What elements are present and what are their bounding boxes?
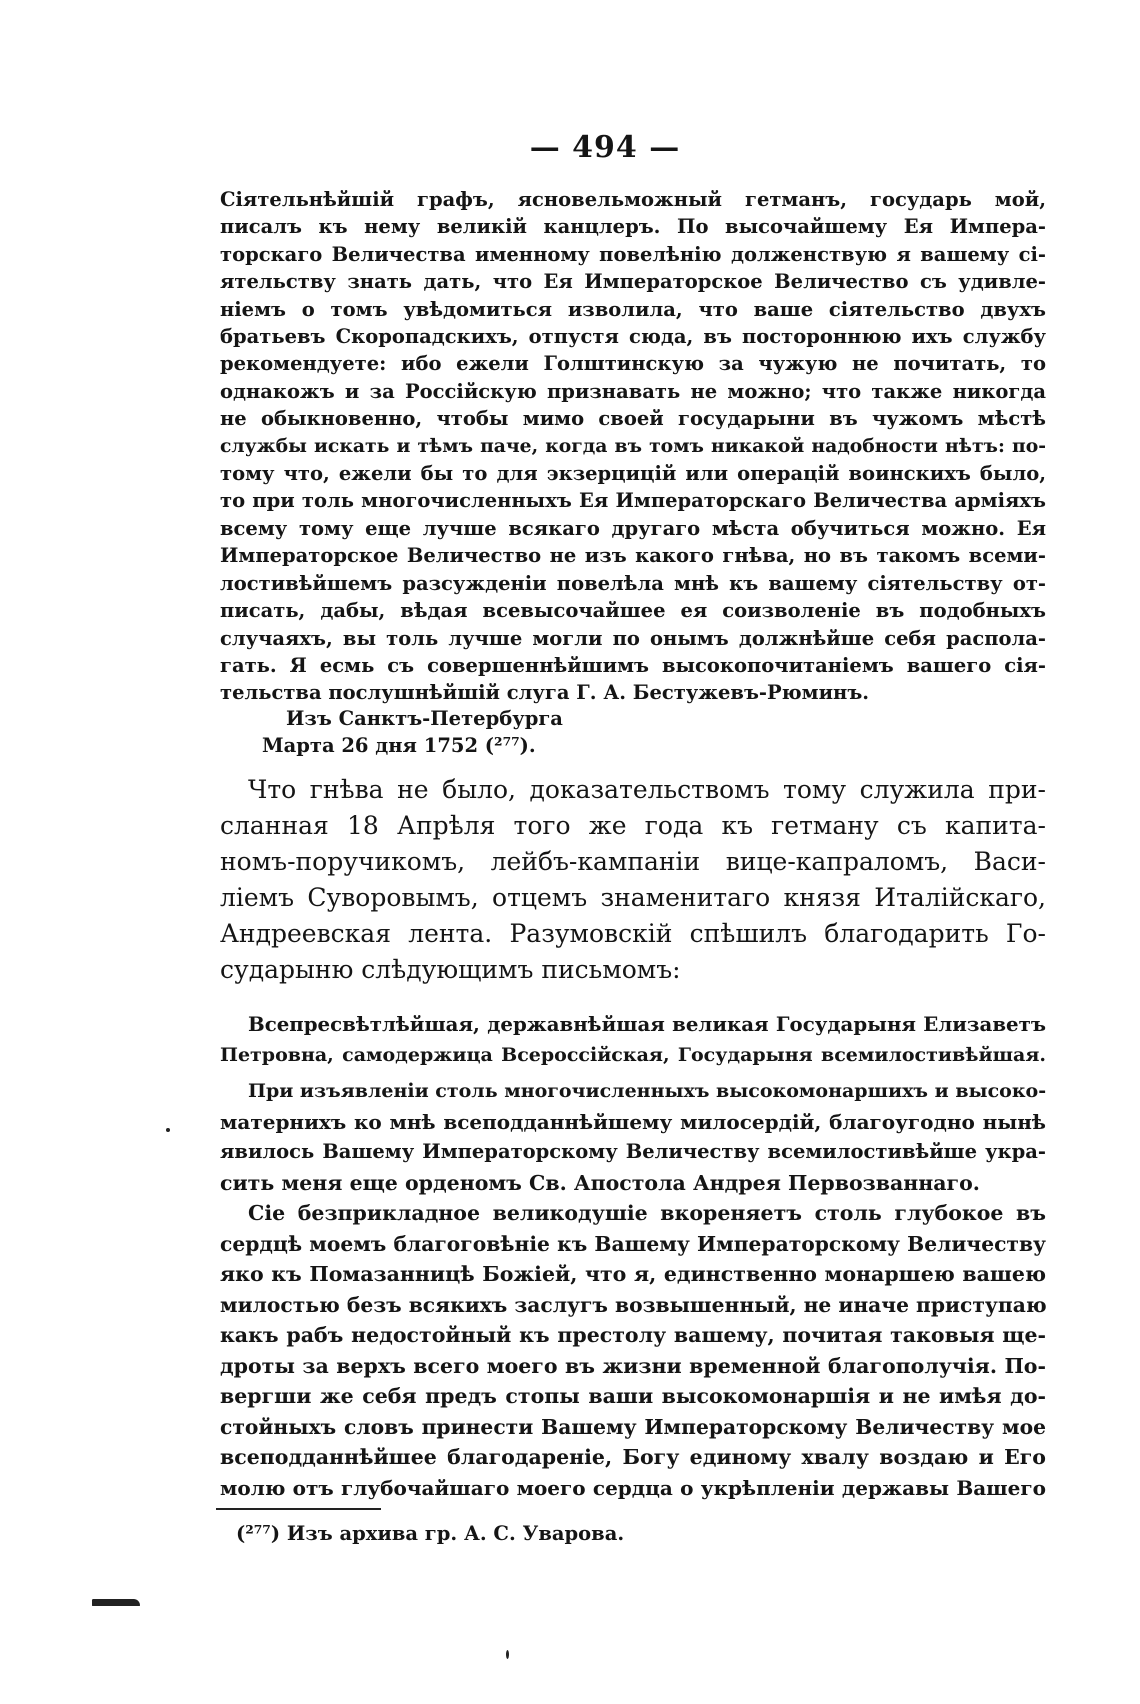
narrative-line: Андреевская лента. Разумовскій спѣшилъ благодарить Го- xyxy=(220,919,1046,948)
reply-paragraph-2 xyxy=(220,1198,1046,1503)
ink-smudge xyxy=(92,1599,140,1606)
reply-line: стойныхъ словъ принести Вашему Императорскому Величеству мое xyxy=(220,1414,1046,1439)
reply-line: матернихъ ко мнѣ всеподданнѣйшему милосердій, благоугодно нынѣ xyxy=(220,1109,1046,1134)
letter-line: службы искать и тѣмъ паче, когда въ томъ никакой надобности нѣтъ: по- xyxy=(220,434,1046,457)
letter-line: то при толь многочисленныхъ Ея Императорскаго Величества арміяхъ xyxy=(220,489,1046,513)
address-block xyxy=(220,1009,1046,1070)
letter-line: ятельству знать дать, что Ея Императорское Величество съ удивле- xyxy=(220,270,1046,294)
footnote: (²⁷⁷) Изъ архива гр. А. С. Уварова. xyxy=(236,1522,625,1545)
reply-line: При изъявленіи столь многочисленныхъ высокомонаршихъ и высоко- xyxy=(248,1080,1047,1102)
letter-line: однакожъ и за Россійскую признавать не можно; что также никогда xyxy=(220,379,1046,403)
reply-line: всеподданнѣйшее благодареніе, Богу единому хвалу воздаю и Его xyxy=(220,1445,1046,1469)
letter-line: рекомендуете: ибо ежели Голштинскую за чужую не почитать, то xyxy=(220,352,1046,376)
letter-line: Сіятельнѣйшій графъ, ясновельможный гетманъ, государь мой, xyxy=(220,188,1046,211)
reply-line: милостью безъ всякихъ заслугъ возвышенный, не иначе приступаю xyxy=(220,1292,1047,1317)
narrative-line: номъ-поручикомъ, лейбъ-кампаніи вице-капраломъ, Васи- xyxy=(220,847,1046,876)
letter-line: не обыкновенно, чтобы мимо своей государыни въ чужомъ мѣстѣ xyxy=(220,407,1046,431)
letter-line: торскаго Величества именному повелѣнію долженствую я вашему сі- xyxy=(220,242,1046,266)
letter-line: лостивѣйшемъ разсужденіи повелѣла мнѣ къ вашему сіятельству от- xyxy=(220,571,1046,595)
sign-date: Марта 26 дня 1752 (²⁷⁷). xyxy=(262,734,536,758)
page-number: — 494 — xyxy=(529,130,681,165)
letter-line: писалъ къ нему великій канцлеръ. По высочайшему Ея Импера- xyxy=(220,215,1046,239)
narrative-paragraph xyxy=(220,772,1046,988)
footnote-rule xyxy=(216,1508,381,1510)
letter-line: братьевъ Скоропадскихъ, отпустя сюда, въ постороннюю ихъ службу xyxy=(220,325,1046,349)
reply-line: Сіе безприкладное великодушіе вкореняетъ столь глубокое въ xyxy=(248,1201,1046,1225)
letter-line: ніемъ о томъ увѣдомиться изволила, что ваше сіятельство двухъ xyxy=(220,297,1046,321)
letter-line: гать. Я есмь съ совершеннѣйшимъ высокопочитаніемъ вашего сія- xyxy=(220,653,1046,677)
ink-speck xyxy=(506,1650,509,1659)
letter-line: Императорское Величество не изъ какого гнѣва, но въ такомъ всеми- xyxy=(220,544,1046,568)
ink-speck xyxy=(166,1128,170,1132)
sign-place: Изъ Санктъ-Петербурга xyxy=(286,707,563,730)
reply-line: явилось Вашему Императорскому Величеству всемилостивѣйше укра- xyxy=(220,1140,1046,1163)
narrative-line: сланная 18 Апрѣля того же года къ гетману съ капита- xyxy=(220,811,1046,840)
narrative-line: Что гнѣва не было, доказательствомъ тому служила при- xyxy=(248,775,1046,804)
letter-line: всему тому еще лучше всякаго другаго мѣста обучиться можно. Ея xyxy=(220,516,1046,540)
narrative-line: ліемъ Суворовымъ, отцемъ знаменитаго князя Италійскаго, xyxy=(220,883,1046,912)
letter-line: тому что, ежели бы то для экзерцицій или операцій воинскихъ было, xyxy=(220,462,1046,486)
reply-line: какъ рабъ недостойный къ престолу вашему, почитая таковыя ще- xyxy=(220,1323,1046,1347)
reply-line: сить меня еще орденомъ Св. Апостола Андрея Первозваннаго. xyxy=(220,1170,980,1195)
reply-line: дроты за верхъ всего моего въ жизни временной благополучія. По- xyxy=(220,1353,1046,1378)
reply-paragraph-1 xyxy=(220,1076,1046,1198)
letter-block xyxy=(220,186,1046,707)
reply-line: сердцѣ моемъ благоговѣніе къ Вашему Императорскому Величеству xyxy=(220,1231,1046,1256)
address-line: Петровна, самодержица Всероссійская, Государыня всемилостивѣйшая. xyxy=(220,1043,1046,1066)
address-line: Всепресвѣтлѣйшая, державнѣйшая великая Государыня Елизаветъ xyxy=(248,1012,1046,1036)
reply-line: молю отъ глубочайшаго моего сердца о укрѣпленіи державы Вашего xyxy=(220,1475,1046,1500)
letter-signature xyxy=(262,705,1088,760)
letter-line: тельства послушнѣйшій слуга Г. А. Бестужевъ-Рюминъ. xyxy=(220,681,870,705)
reply-line: яко къ Помазанницѣ Божіей, что я, единственно монаршею вашею xyxy=(220,1262,1046,1286)
narrative-line: сударыню слѣдующимъ письмомъ: xyxy=(220,955,681,984)
letter-line: случаяхъ, вы толь лучше могли по онымъ должнѣйше себя распола- xyxy=(220,626,1046,650)
letter-line: писать, дабы, вѣдая всевысочайшее ея соизволеніе въ подобныхъ xyxy=(220,599,1046,623)
reply-line: вергши же себя предъ стопы ваши высокомонаршія и не имѣя до- xyxy=(220,1384,1046,1408)
